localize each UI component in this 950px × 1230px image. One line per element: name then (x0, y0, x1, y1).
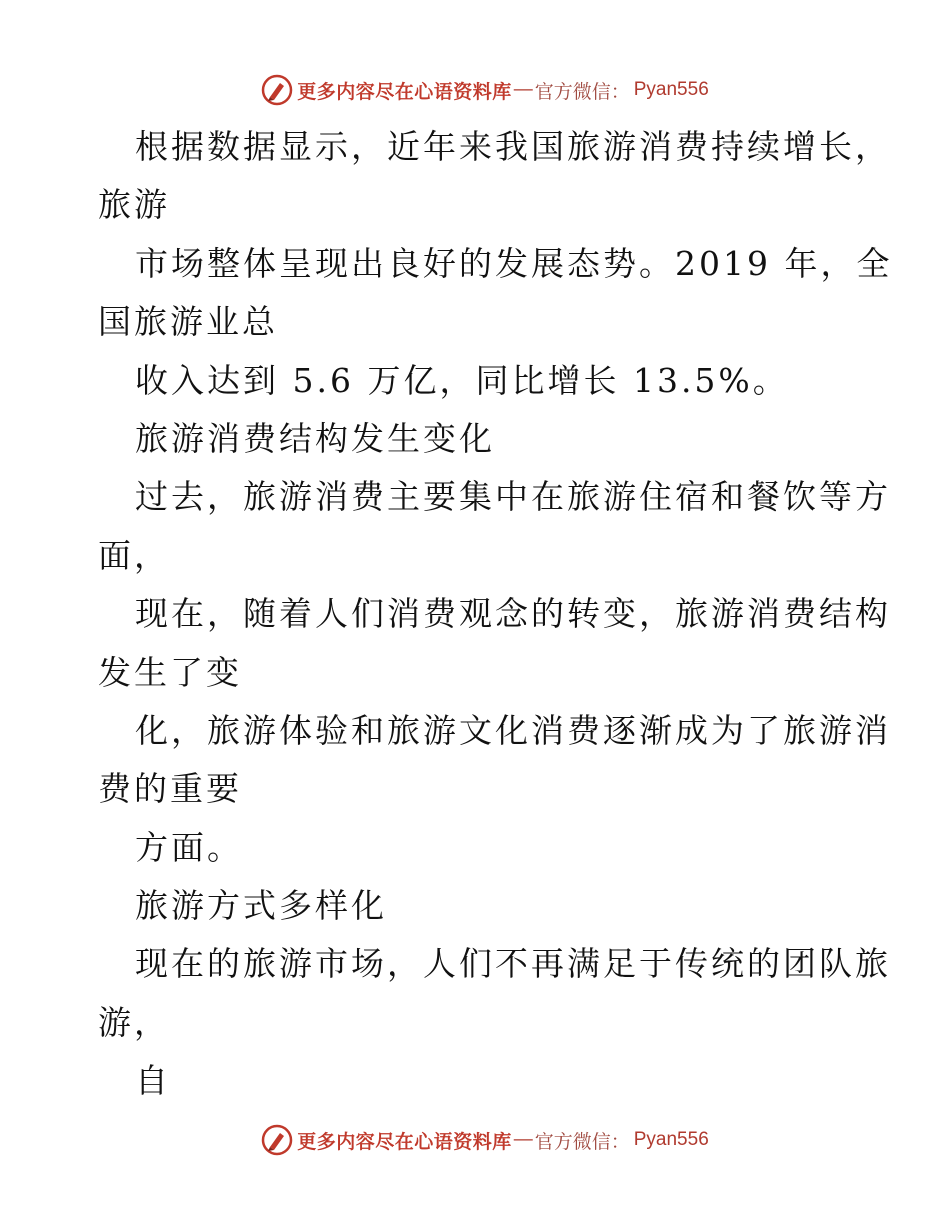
body-line: 化，旅游体验和旅游文化消费逐渐成为了旅游消 (135, 710, 891, 750)
footer-wechat-id: Pyan556 (633, 1129, 709, 1150)
body-line: 国旅游业总 (98, 302, 278, 342)
body-line: 旅游 (98, 185, 170, 225)
section-heading: 旅游方式多样化 (135, 886, 387, 926)
header-banner-inner (261, 74, 709, 106)
header-official-label: 官方微信： (534, 80, 630, 103)
section-heading: 旅游消费结构发生变化 (135, 418, 495, 458)
body-line: 方面。 (135, 827, 243, 867)
header-wechat-id: Pyan556 (633, 79, 709, 100)
footer-banner (0, 1120, 950, 1160)
footer-banner-inner (261, 1124, 709, 1156)
header-dash: — (513, 79, 533, 100)
body-line: 发生了变 (98, 652, 242, 692)
pen-logo-icon (261, 74, 293, 106)
body-line: 现在，随着人们消费观念的转变，旅游消费结构 (135, 594, 891, 634)
body-line: 过去，旅游消费主要集中在旅游住宿和餐饮等方 (135, 477, 891, 517)
body-line: 费的重要 (98, 769, 242, 809)
body-line: 自 (135, 1061, 171, 1101)
body-line: 现在的旅游市场，人们不再满足于传统的团队旅 (135, 944, 891, 984)
body-line: 游， (98, 1002, 170, 1042)
body-line: 根据数据显示，近年来我国旅游消费持续增长， (135, 127, 891, 166)
header-banner (0, 70, 950, 110)
body-line: 市场整体呈现出良好的发展态势。2019 年，全 (135, 243, 893, 283)
footer-official-label: 官方微信： (534, 1130, 630, 1153)
pen-logo-icon (261, 1124, 293, 1156)
header-brand-text: 更多内容尽在心语资料库 (297, 80, 512, 103)
document-body (98, 118, 893, 1111)
footer-brand-text: 更多内容尽在心语资料库 (297, 1130, 512, 1153)
body-line: 收入达到 5.6 万亿，同比增长 13.5%。 (135, 360, 789, 400)
body-line: 面， (98, 535, 170, 575)
footer-dash: — (513, 1129, 533, 1150)
